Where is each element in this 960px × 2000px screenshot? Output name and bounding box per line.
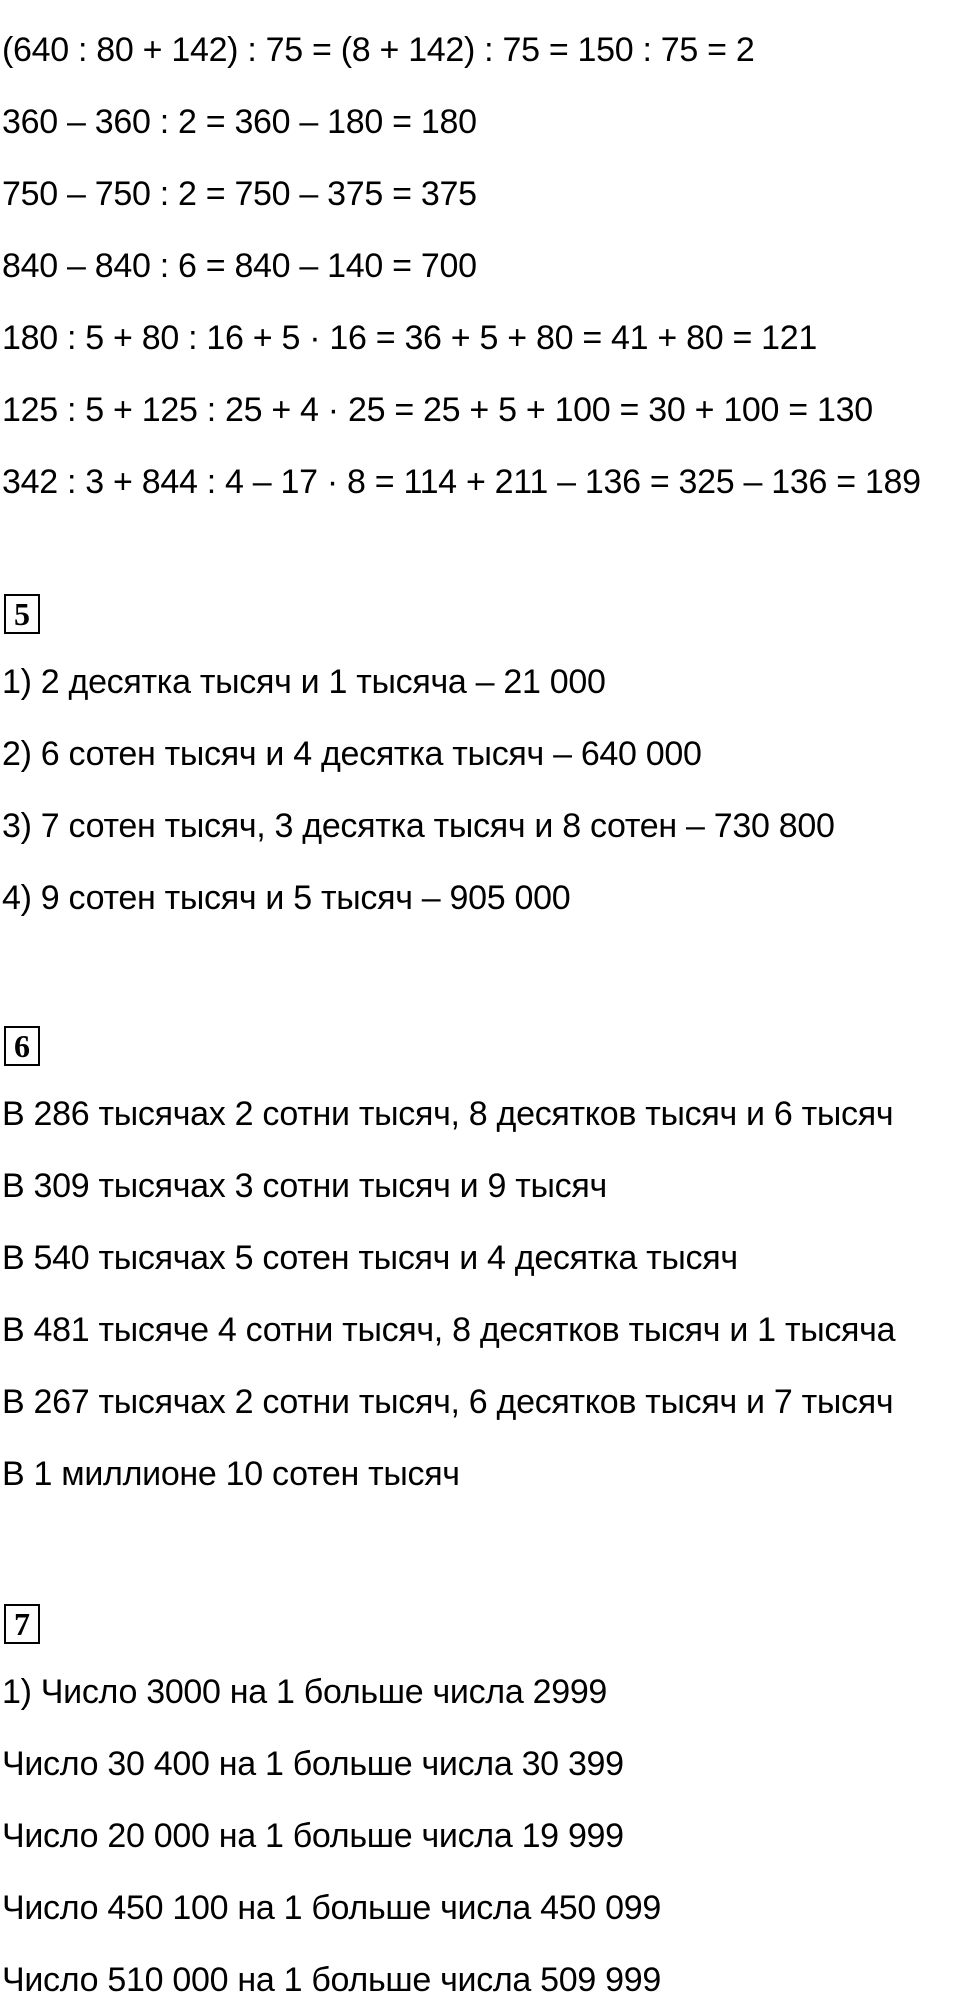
task-answer-line: В 540 тысячах 5 сотен тысяч и 4 десятка тысяч (2, 1239, 738, 1277)
equation-line: 360 – 360 : 2 = 360 – 180 = 180 (2, 103, 477, 141)
task-answer-line: В 267 тысячах 2 сотни тысяч, 6 десятков тысяч и 7 тысяч (2, 1383, 894, 1421)
task-answer-line: 1) Число 3000 на 1 больше числа 2999 (2, 1673, 608, 1711)
task-answer-line: В 286 тысячах 2 сотни тысяч, 8 десятков тысяч и 6 тысяч (2, 1095, 894, 1133)
task-number-box: 5 (4, 594, 40, 634)
task-answer-line: В 309 тысячах 3 сотни тысяч и 9 тысяч (2, 1167, 607, 1205)
task-answer-line: Число 510 000 на 1 больше числа 509 999 (2, 1961, 661, 1999)
task-answer-line: 3) 7 сотен тысяч, 3 десятка тысяч и 8 сотен – 730 800 (2, 807, 835, 845)
task-answer-line: 1) 2 десятка тысяч и 1 тысяча – 21 000 (2, 663, 606, 701)
task-answer-line: 2) 6 сотен тысяч и 4 десятка тысяч – 640 000 (2, 735, 702, 773)
equation-line: 840 – 840 : 6 = 840 – 140 = 700 (2, 247, 477, 285)
task-answer-line: 4) 9 сотен тысяч и 5 тысяч – 905 000 (2, 879, 571, 917)
task-answer-line: Число 30 400 на 1 больше числа 30 399 (2, 1745, 624, 1783)
equation-line: 180 : 5 + 80 : 16 + 5 · 16 = 36 + 5 + 80 = 41 + 80 = 121 (2, 319, 817, 357)
equation-line: 750 – 750 : 2 = 750 – 375 = 375 (2, 175, 477, 213)
equation-line: 342 : 3 + 844 : 4 – 17 · 8 = 114 + 211 – 136 = 325 – 136 = 189 (2, 463, 921, 501)
task-answer-line: Число 20 000 на 1 больше числа 19 999 (2, 1817, 624, 1855)
equation-line: (640 : 80 + 142) : 75 = (8 + 142) : 75 = 150 : 75 = 2 (2, 31, 755, 69)
task-number-box: 7 (4, 1604, 40, 1644)
task-number-box: 6 (4, 1026, 40, 1066)
task-answer-line: В 1 миллионе 10 сотен тысяч (2, 1455, 460, 1493)
task-answer-line: Число 450 100 на 1 больше числа 450 099 (2, 1889, 661, 1927)
equation-line: 125 : 5 + 125 : 25 + 4 · 25 = 25 + 5 + 100 = 30 + 100 = 130 (2, 391, 873, 429)
task-answer-line: В 481 тысяче 4 сотни тысяч, 8 десятков тысяч и 1 тысяча (2, 1311, 896, 1349)
